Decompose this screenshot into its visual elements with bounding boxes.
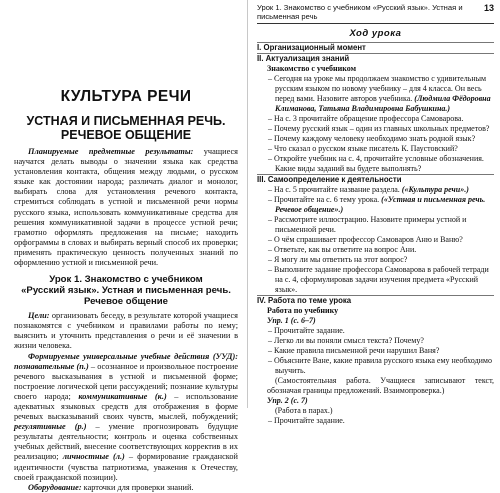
- exercise-1-item: – Прочитайте задание.: [268, 326, 345, 335]
- running-header: [257, 3, 494, 24]
- section-knowledge-subheading: Знакомство с учебником: [267, 64, 357, 73]
- knowledge-item: – На с. 3 прочитайте обращение профессора Самоварова.: [268, 114, 464, 123]
- uud-communicative-label: коммуникативные (к.): [78, 391, 167, 401]
- self-determination-item: – Выполните задание профессора Самоварова в рабочей тетради на с. 4, сформулировав задачи изучения предмета «Русский язык».: [268, 265, 489, 294]
- uud-label: Формируемые универсальные учебные действия (УУД):: [28, 351, 238, 361]
- knowledge-item: – Откройте учебник на с. 4, прочитайте условные обозначения. Какие виды заданий вы будете выполнять?: [268, 154, 484, 173]
- uud-regulatory-text: – умение прогнозировать будущие результаты деятельности; контроль и оценка собственных учебных действий, внесение соответствующих корректив в их реализацию;: [14, 422, 239, 462]
- chapter-title: КУЛЬТУРА РЕЧИ: [60, 88, 192, 105]
- section-lesson-work-subheading: Работа по учебнику: [267, 306, 339, 315]
- equipment-label: Оборудование:: [28, 482, 82, 492]
- exercise-2-item: (Работа в парах.): [275, 406, 333, 415]
- uud-personal-text: – формирование гражданской идентичности (чувства патриотизма, уважения к Отечеству, своей гражданской позиции).: [14, 452, 238, 482]
- section-self-determination: III. Самоопределение к деятельности: [257, 174, 494, 185]
- planned-results-paragraph: [14, 147, 238, 268]
- uud-personal-label: личностные (л.): [62, 452, 125, 462]
- exercise-2-item: – Прочитайте задание.: [268, 416, 345, 425]
- equipment-paragraph: [14, 483, 238, 493]
- self-determination-item: – На с. 5 прочитайте название раздела. («Культура речи».): [268, 185, 469, 194]
- section-lesson-work: IV. Работа по теме урока: [257, 295, 494, 306]
- self-determination-item: – О чём спрашивает профессор Самоваров Аню и Ваню?: [268, 235, 463, 244]
- uud-communicative-text: – использование адекватных языковых средств для отображения в форме речевых высказываний своих чувств, мыслей, побуждений;: [14, 391, 238, 422]
- self-determination-item: – Ответьте, как вы ответите на вопрос Ани.: [268, 245, 417, 254]
- exercise-1-item: – Какие правила письменной речи нарушил Ваня?: [268, 346, 440, 355]
- goals-paragraph: [14, 311, 238, 351]
- goals-text: организовать беседу, в результате которой учащиеся познакомятся с учебником и правилами работы по нему; выяснить и уточнить представления о речи и её значении в жизни человека.: [14, 311, 238, 351]
- exercise-2-heading: Упр. 2 (с. 7): [267, 396, 308, 405]
- exercise-1-item: – Объясните Ване, какие правила русского языка ему необходимо выучить.: [268, 356, 492, 375]
- knowledge-item: – Что сказал о русском языке писатель К. Паустовский?: [268, 144, 458, 153]
- goals-label: Цели:: [28, 311, 50, 321]
- answer-culture-of-speech: («Культура речи».): [401, 185, 469, 194]
- uud-cognitive-label: познавательные (п.): [14, 361, 89, 371]
- self-determination-item: – Рассмотрите иллюстрацию. Назовите примеры устной и письменной речи.: [268, 215, 467, 234]
- self-determination-item: – Прочитайте на с. 6 тему урока. («Устная и письменная речь. Речевое общение».): [268, 195, 486, 214]
- lesson-title: [14, 274, 238, 307]
- lesson-course-heading: Ход урока: [349, 28, 402, 39]
- knowledge-item: – Сегодня на уроке мы продолжаем знакомство с удивительным русским языком по новому учебнику – для 4 класса. Он весь перед вами. Назовите авторов учебника. (Людмила Фёдоровна Климанова, Татьяна Владимировна Бабушкина.): [268, 74, 491, 113]
- page-number: 13: [483, 3, 494, 13]
- knowledge-item: – Почему русский язык – один из главных школьных предметов?: [268, 124, 490, 133]
- planned-results-label: Планируемые предметные результаты:: [28, 147, 194, 156]
- uud-paragraph: [14, 352, 238, 483]
- running-header-text: Урок 1. Знакомство с учебником «Русский язык». Устная и письменная речь: [257, 3, 463, 21]
- equipment-text: карточки для проверки знаний.: [81, 482, 194, 492]
- exercise-1-heading: Упр. 1 (с. 6–7): [267, 316, 316, 325]
- self-determination-item: – Я могу ли мы ответить на этот вопрос?: [268, 255, 408, 264]
- uud-regulatory-label: регулятивные (р.): [14, 422, 87, 432]
- section-knowledge-update: II. Актуализация знаний: [257, 53, 494, 64]
- exercise-1-item: – Легко ли вы поняли смысл текста? Почему?: [268, 336, 424, 345]
- lesson-title-line1: Урок 1. Знакомство с учебником: [49, 274, 203, 286]
- lesson-title-line2: «Русский язык». Устная и письменная речь.: [21, 285, 231, 297]
- section-organizational: I. Организационный момент: [257, 42, 494, 53]
- uud-cognitive-text: – осознанное и произвольное построение речевого высказывания в устной и письменной форме; построение логической цепи рассуждений; познание культуры своего народа;: [14, 361, 238, 401]
- knowledge-item: – Почему каждому человеку необходимо знать родной язык?: [268, 134, 476, 143]
- page-divider: [247, 0, 248, 408]
- left-page: [0, 0, 244, 492]
- chapter-subtitle-line2: РЕЧЕВОЕ ОБЩЕНИЕ: [60, 128, 192, 142]
- planned-results-text: учащиеся научатся делать выводы о значении языка как средства установления контакта, общения между людьми, о русском языке как достоянии народа; различать диалог и монолог, выбирать слова для установления речевого контакта, стремиться соблюдать в устной и письменной речи нормы русского языка, использовать коммуникативные средства для решения коммуникативной задачи в процессе устной речи; грамотно оформлять предложения на письме; находить орфограммы в словах и выбирать верный способ их проверки; применять практическую ценность полученных знаний по оформлению устной и письменной речи.: [14, 147, 239, 268]
- right-page: [251, 0, 500, 425]
- exercise-1-note: (Самостоятельная работа. Учащиеся записывают текст, обозначая границы предложений. Взаимопроверка.): [267, 376, 494, 395]
- chapter-subtitle-line1: УСТНАЯ И ПИСЬМЕННАЯ РЕЧЬ.: [26, 114, 226, 128]
- answer-lesson-topic: («Устная и письменная речь. Речевое общение».): [275, 195, 486, 214]
- lesson-title-line3: Речевое общение: [83, 296, 169, 308]
- authors-answer: (Людмила Фёдоровна Климанова, Татьяна Владимировна Бабушкина.): [275, 94, 491, 113]
